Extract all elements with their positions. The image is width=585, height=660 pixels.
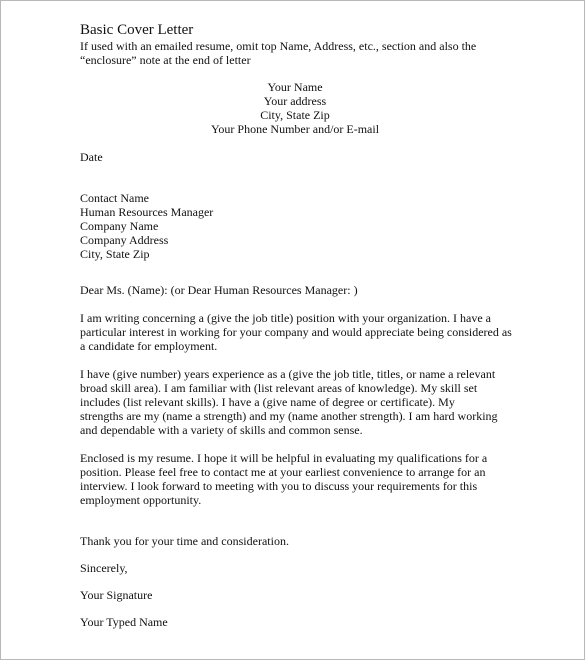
paragraph-line: Enclosed is my resume. I hope it will be helpful in evaluating my qualifications for a bbox=[80, 451, 488, 465]
paragraph-line: and dependable with a variety of skills and common sense. bbox=[80, 423, 363, 437]
recipient-company-name: Company Name bbox=[80, 219, 159, 233]
intro-note bbox=[80, 39, 510, 67]
paragraph-line: interview. I look forward to meeting with you to discuss your requirements for this bbox=[80, 479, 478, 493]
paragraph-line: strengths are my (name a strength) and my (name another strength). I am hard working bbox=[80, 409, 498, 423]
sender-address: Your address bbox=[263, 94, 327, 108]
paragraph-line: particular interest in working for your company and would appreciate being considered as bbox=[80, 325, 512, 339]
paragraph-line: includes (list relevant skills). I have a (give name of degree or certificate). My bbox=[80, 395, 455, 409]
recipient-company-address: Company Address bbox=[80, 233, 169, 247]
paragraph-line: broad skill area). I am familiar with (list relevant areas of knowledge). My skill set bbox=[80, 381, 478, 395]
signature-line: Your Signature bbox=[80, 588, 153, 602]
recipient-title: Human Resources Manager bbox=[80, 205, 214, 219]
sender-phone-email: Your Phone Number and/or E-mail bbox=[210, 122, 380, 136]
sender-city-state-zip: City, State Zip bbox=[260, 108, 330, 122]
sender-block bbox=[80, 80, 510, 136]
recipient-block bbox=[80, 191, 540, 261]
intro-line: If used with an emailed resume, omit top Name, Address, etc., section and also the bbox=[80, 39, 477, 53]
paragraph-line: I have (give number) years experience as a (give the job title, titles, or name a relevant bbox=[80, 367, 496, 381]
paragraph-line: a candidate for employment. bbox=[80, 339, 218, 353]
page-title: Basic Cover Letter bbox=[80, 22, 194, 38]
thank-you-line: Thank you for your time and consideration. bbox=[80, 534, 289, 548]
typed-name-line: Your Typed Name bbox=[80, 615, 168, 629]
cover-letter bbox=[80, 21, 540, 629]
paragraph-line: employment opportunity. bbox=[80, 493, 202, 507]
sender-name: Your Name bbox=[267, 80, 323, 94]
salutation: Dear Ms. (Name): (or Dear Human Resources Manager: ) bbox=[80, 283, 358, 297]
paragraph-line: position. Please feel free to contact me at your earliest convenience to arrange for an bbox=[80, 465, 486, 479]
paragraph-enclosure bbox=[80, 451, 530, 507]
intro-line: “enclosure” note at the end of letter bbox=[80, 53, 251, 67]
paragraph-job-interest bbox=[80, 311, 530, 353]
date-line: Date bbox=[80, 150, 103, 164]
recipient-city-state-zip: City, State Zip bbox=[80, 247, 150, 261]
paragraph-line: I am writing concerning a (give the job title) position with your organization. I have a bbox=[80, 311, 491, 325]
recipient-contact-name: Contact Name bbox=[80, 191, 149, 205]
sincerely-line: Sincerely, bbox=[80, 561, 128, 575]
paragraph-experience bbox=[80, 367, 530, 437]
